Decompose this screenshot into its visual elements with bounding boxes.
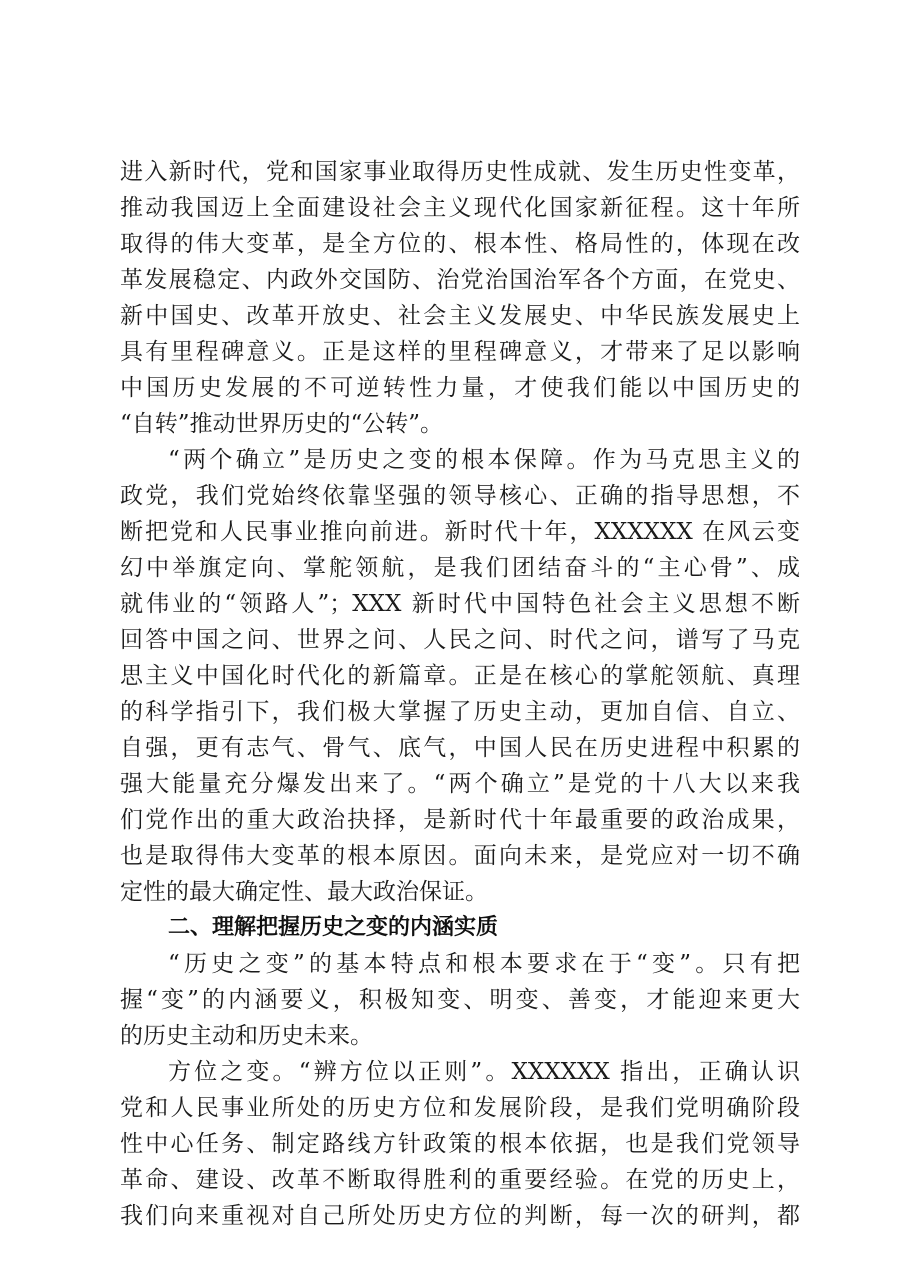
text-line: 断把党和人民事业推向前进。新时代十年，XXXXXX 在风云变 [120,519,800,545]
text-line: 进入新时代，党和国家事业取得历史性成就、发生历史性变革， [120,159,800,185]
text-line: 具有里程碑意义。正是这样的里程碑意义，才带来了足以影响 [120,339,800,365]
text-line: 思主义中国化时代化的新篇章。正是在核心的掌舵领航、真理 [120,663,800,689]
section-heading: 二、理解把握历史之变的内涵实质 [168,915,499,940]
text-line: 方位之变。“辨方位以正则”。XXXXXX 指出，正确认识 [168,1059,800,1085]
text-line: “两个确立”是历史之变的根本保障。作为马克思主义的 [168,447,800,473]
text-line: 革命、建设、改革不断取得胜利的重要经验。在党的历史上， [120,1167,800,1193]
text-line: 性中心任务、制定路线方针政策的根本依据，也是我们党领导 [120,1131,800,1157]
text-line: 就伟业的“领路人”；XXX 新时代中国特色社会主义思想不断 [120,591,800,617]
text-line: “历史之变”的基本特点和根本要求在于“变”。只有把 [168,951,800,977]
text-line: 革发展稳定、内政外交国防、治党治国治军各个方面，在党史、 [120,267,800,293]
text-line: 党和人民事业所处的历史方位和发展阶段，是我们党明确阶段 [120,1095,800,1121]
text-line: 政党，我们党始终依靠坚强的领导核心、正确的指导思想，不 [120,483,800,509]
text-line: 也是取得伟大变革的根本原因。面向未来，是党应对一切不确 [120,843,800,869]
text-line: 的科学指引下，我们极大掌握了历史主动，更加自信、自立、 [120,699,800,725]
text-line: 自强，更有志气、骨气、底气，中国人民在历史进程中积累的 [120,735,800,761]
text-line: 取得的伟大变革，是全方位的、根本性、格局性的，体现在改 [120,231,800,257]
text-line: 推动我国迈上全面建设社会主义现代化国家新征程。这十年所 [120,195,800,221]
text-line: 握“变”的内涵要义，积极知变、明变、善变，才能迎来更大 [120,987,800,1013]
text-line: 强大能量充分爆发出来了。“两个确立”是党的十八大以来我 [120,771,800,797]
text-line: 的历史主动和历史未来。 [120,1023,373,1049]
text-line: 们党作出的重大政治抉择，是新时代十年最重要的政治成果， [120,807,800,833]
text-line: 回答中国之问、世界之问、人民之问、时代之问，谱写了马克 [120,627,800,653]
text-line: “自转”推动世界历史的“公转”。 [120,411,444,437]
text-line: 新中国史、改革开放史、社会主义发展史、中华民族发展史上 [120,303,800,329]
text-line: 我们向来重视对自己所处历史方位的判断，每一次的研判，都 [120,1203,800,1229]
text-line: 定性的最大确定性、最大政治保证。 [120,879,488,905]
text-line: 幻中举旗定向、掌舵领航，是我们团结奋斗的“主心骨”、成 [120,555,800,581]
text-line: 中国历史发展的不可逆转性力量，才使我们能以中国历史的 [120,375,800,401]
